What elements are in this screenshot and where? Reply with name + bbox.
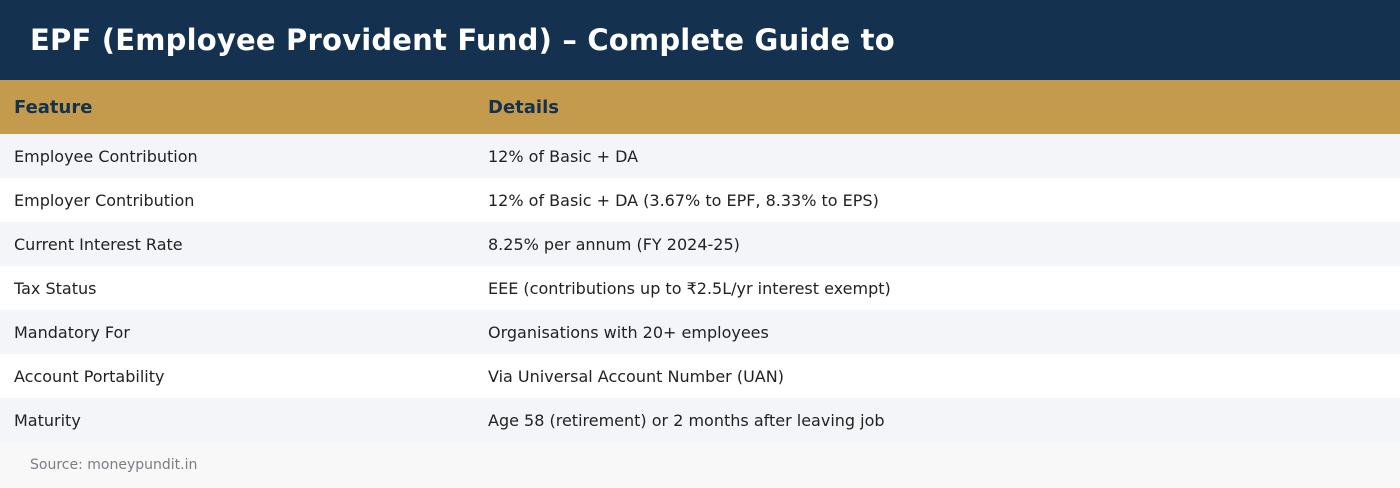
feature-cell: Current Interest Rate xyxy=(14,234,183,254)
table-row xyxy=(0,398,1400,442)
column-header-feature: Feature xyxy=(14,96,93,118)
details-cell: 12% of Basic + DA (3.67% to EPF, 8.33% to EPS) xyxy=(488,190,879,210)
source-note xyxy=(0,442,1400,488)
feature-cell: Tax Status xyxy=(14,278,97,298)
table-row xyxy=(0,222,1400,266)
feature-cell: Mandatory For xyxy=(14,322,130,342)
details-cell: 12% of Basic + DA xyxy=(488,146,639,166)
feature-cell: Employer Contribution xyxy=(14,190,195,210)
table-row xyxy=(0,178,1400,222)
details-cell: Organisations with 20+ employees xyxy=(488,322,769,342)
table-row xyxy=(0,266,1400,310)
column-header-details: Details xyxy=(488,96,559,118)
source-text: Source: moneypundit.in xyxy=(30,457,198,473)
feature-cell: Employee Contribution xyxy=(14,146,198,166)
page-title: EPF (Employee Provident Fund) – Complete Guide to xyxy=(30,23,895,57)
details-cell: 8.25% per annum (FY 2024-25) xyxy=(488,234,740,254)
title-bar xyxy=(0,0,1400,80)
details-cell: EEE (contributions up to ₹2.5L/yr interest exempt) xyxy=(488,278,891,298)
table-row xyxy=(0,354,1400,398)
epf-table xyxy=(0,80,1400,442)
table-row xyxy=(0,310,1400,354)
table-row xyxy=(0,134,1400,178)
details-cell: Via Universal Account Number (UAN) xyxy=(488,366,784,386)
details-cell: Age 58 (retirement) or 2 months after leaving job xyxy=(488,410,885,430)
feature-cell: Account Portability xyxy=(14,366,165,386)
table-header-row xyxy=(0,80,1400,134)
feature-cell: Maturity xyxy=(14,410,81,430)
